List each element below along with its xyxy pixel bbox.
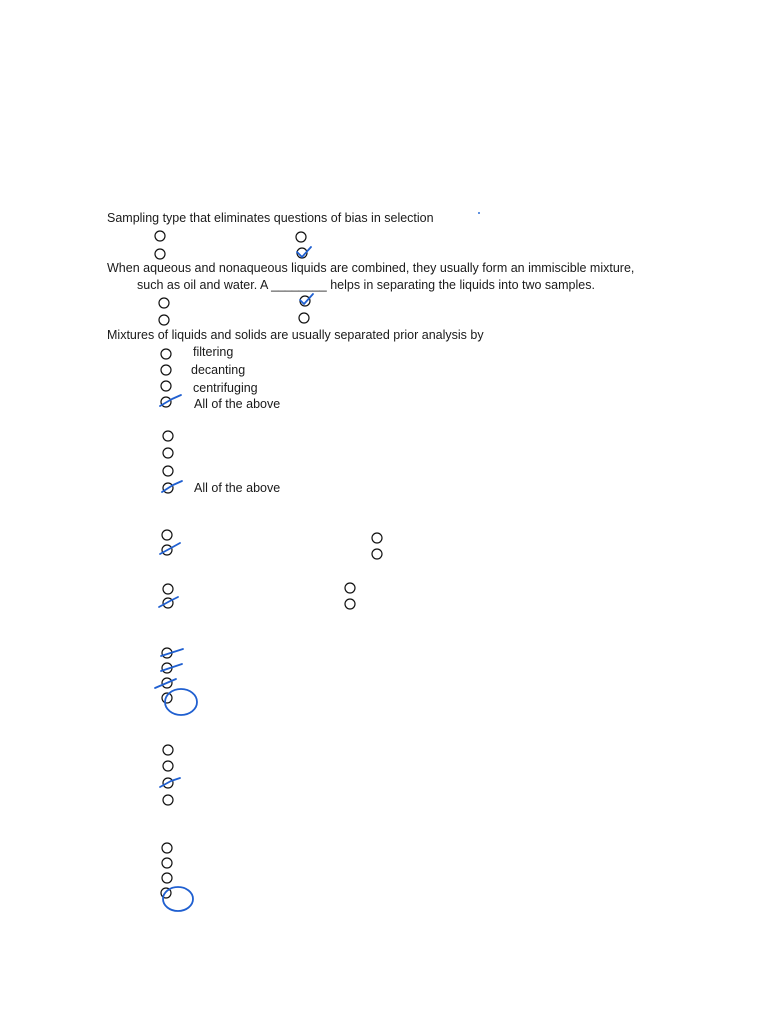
radio-circle xyxy=(161,349,171,359)
radio-circle xyxy=(163,761,173,771)
question-3-prompt: Mixtures of liquids and solids are usually separated prior analysis by xyxy=(107,328,484,342)
check-mark xyxy=(300,294,313,304)
radio-circle xyxy=(162,530,172,540)
radio-circle xyxy=(372,533,382,543)
radio-circle xyxy=(372,549,382,559)
check-mark xyxy=(155,679,176,688)
radio-circle xyxy=(163,466,173,476)
radio-circle xyxy=(155,231,165,241)
radio-circle xyxy=(162,843,172,853)
radio-circle xyxy=(162,873,172,883)
radio-circle xyxy=(345,599,355,609)
radio-circle xyxy=(161,365,171,375)
question-4-option-all: All of the above xyxy=(194,481,281,495)
radio-circle xyxy=(299,313,309,323)
radio-circle xyxy=(159,315,169,325)
circled-answer xyxy=(163,887,193,911)
question-3-option-centrifuging: centrifuging xyxy=(193,381,258,395)
question-1-prompt: Sampling type that eliminates questions of bias in selection xyxy=(107,211,434,225)
check-mark xyxy=(160,543,180,554)
question-2-prompt-line1: When aqueous and nonaqueous liquids are combined, they usually form an immiscible mixture, xyxy=(107,261,635,275)
radio-circle xyxy=(162,858,172,868)
radio-circle xyxy=(345,583,355,593)
radio-circle xyxy=(159,298,169,308)
radio-circle xyxy=(163,584,173,594)
question-2-prompt-line2: such as oil and water. A ________ helps in separating the liquids into two samples. xyxy=(137,278,595,292)
radio-circle xyxy=(155,249,165,259)
radio-circle xyxy=(161,381,171,391)
question-3-option-decanting: decanting xyxy=(191,363,246,377)
radio-circle xyxy=(163,448,173,458)
question-3-option-all: All of the above xyxy=(194,397,281,411)
radio-circle xyxy=(163,431,173,441)
radio-circle xyxy=(163,745,173,755)
question-3-option-filtering: filtering xyxy=(193,345,234,359)
radio-circle xyxy=(296,232,306,242)
radio-circle xyxy=(163,795,173,805)
